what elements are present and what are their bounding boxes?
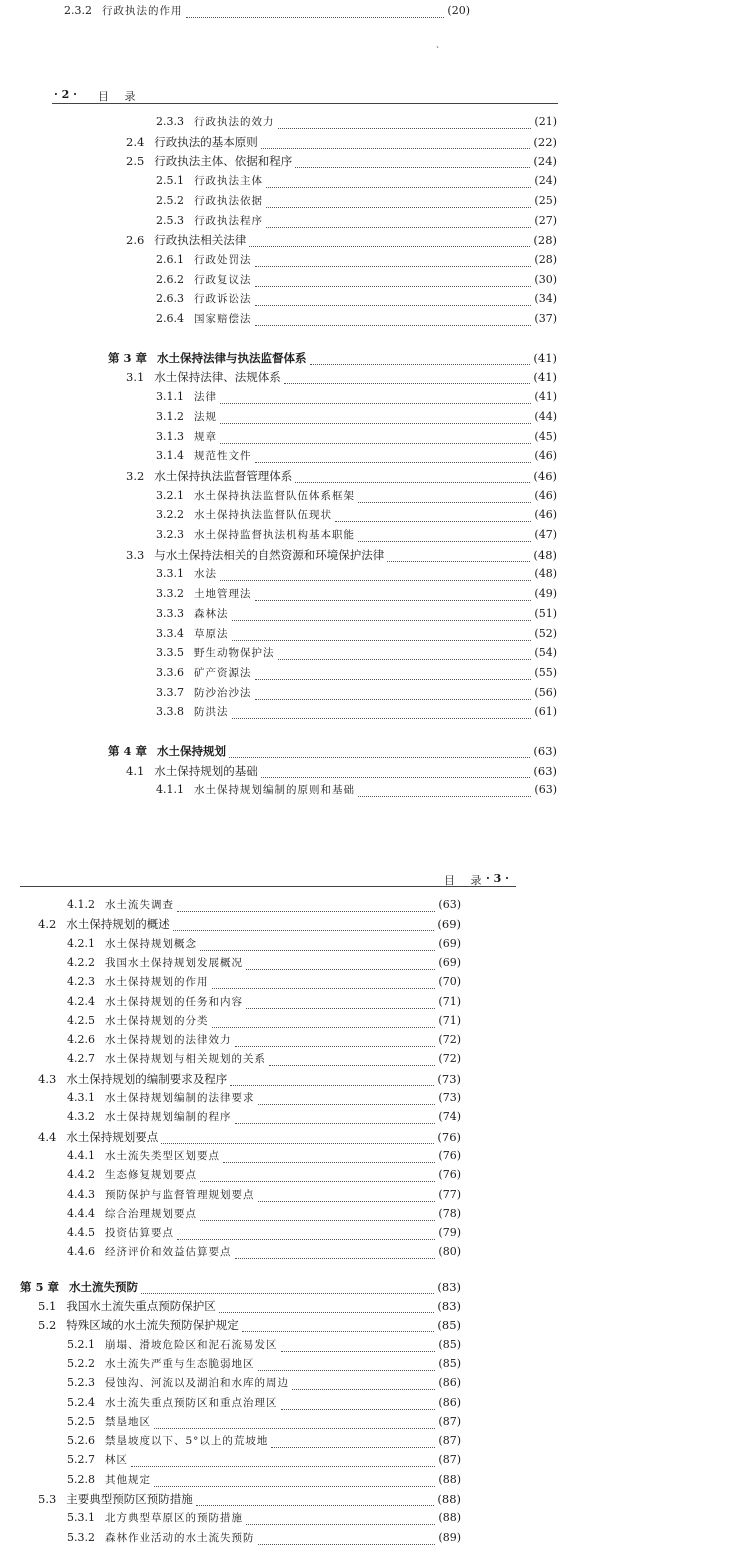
entry-title: 水土保持法律、法规体系 <box>154 370 281 385</box>
entry-page: (28) <box>533 233 557 248</box>
toc-entry <box>67 1376 461 1390</box>
dot-leader <box>154 1477 435 1487</box>
entry-number: 3.1.4 <box>156 449 184 463</box>
page-number-label: · 3 · <box>486 872 509 885</box>
entry-page: (80) <box>438 1245 461 1259</box>
entry-title: 崩塌、滑坡危险区和泥石流易发区 <box>105 1338 278 1351</box>
toc-entry <box>67 1091 461 1105</box>
entry-page: (56) <box>534 685 557 699</box>
dot-leader <box>177 902 435 912</box>
dot-leader <box>246 999 435 1009</box>
toc-entry <box>67 1396 461 1410</box>
toc-entry <box>38 1299 461 1313</box>
entry-page: (24) <box>533 154 557 169</box>
entry-page: (85) <box>438 1337 461 1351</box>
toc-entry <box>38 1318 461 1332</box>
entry-number: 5.2.2 <box>67 1356 95 1370</box>
dot-leader <box>223 1153 435 1163</box>
entry-title: 预防保护与监督管理规划要点 <box>105 1188 255 1201</box>
toc-entry <box>67 1511 461 1525</box>
entry-title: 行政执法主体、依据和程序 <box>154 154 293 169</box>
dot-leader <box>292 1380 435 1390</box>
dot-leader <box>131 1457 435 1467</box>
dot-leader <box>161 1134 434 1144</box>
entry-title: 规范性文件 <box>194 450 252 463</box>
entry-page: (48) <box>534 567 557 581</box>
toc-entry <box>67 1531 461 1545</box>
toc-entry <box>67 1338 461 1352</box>
entry-page: (89) <box>438 1530 461 1544</box>
entry-number: 5.2.3 <box>67 1376 95 1390</box>
toc-entry <box>67 1473 461 1487</box>
toc-entry <box>38 1492 461 1506</box>
entry-number: 3.3.7 <box>156 685 184 699</box>
entry-page: (63) <box>438 898 461 911</box>
toc-entry <box>67 1226 461 1240</box>
entry-page: (44) <box>534 409 557 423</box>
toc-entry <box>67 1052 461 1066</box>
entry-page: (87) <box>438 1414 461 1428</box>
entry-number: 3.3.5 <box>156 646 184 660</box>
entry-number: 4.1.1 <box>156 783 184 797</box>
header-title: 目 录 <box>444 874 488 887</box>
entry-page: (45) <box>534 429 557 443</box>
entry-page: (72) <box>438 1033 461 1047</box>
toc-entry <box>67 1168 461 1182</box>
toc-entry <box>67 1188 461 1202</box>
entry-title: 侵蚀沟、河流以及湖泊和水库的周边 <box>105 1377 289 1390</box>
entry-page: (76) <box>438 1148 461 1162</box>
entry-number: 2.3.3 <box>156 115 184 128</box>
entry-number: 2.5 <box>126 154 145 169</box>
toc-entry <box>67 1453 461 1467</box>
dot-leader <box>200 941 435 951</box>
entry-title: 水土保持规划的分类 <box>105 1014 209 1027</box>
entry-page: (78) <box>438 1206 461 1220</box>
dot-leader <box>196 1496 435 1506</box>
entry-number: 4.4.3 <box>67 1187 95 1201</box>
entry-title: 行政处罚法 <box>194 253 252 266</box>
entry-title: 水土保持执法监督队伍体系框架 <box>194 489 355 502</box>
dot-leader <box>219 1303 435 1313</box>
entry-title: 水土流失重点预防区和重点治理区 <box>105 1396 278 1409</box>
entry-number: 3.3.6 <box>156 665 184 679</box>
entry-title: 水法 <box>194 568 217 581</box>
entry-number: 4.1 <box>126 763 145 778</box>
entry-number: 4.4.5 <box>67 1226 95 1240</box>
dot-leader <box>242 1322 435 1332</box>
entry-page: (87) <box>438 1453 461 1467</box>
entry-page: (76) <box>438 1168 461 1182</box>
entry-number: 4.4.1 <box>67 1148 95 1162</box>
entry-number: 2.6 <box>126 233 145 248</box>
dot-leader <box>269 1056 435 1066</box>
entry-page: (71) <box>438 1013 461 1027</box>
entry-number: 4.1.2 <box>67 898 95 911</box>
entry-page: (73) <box>438 1091 461 1104</box>
entry-title: 水土保持规划与相关规划的关系 <box>105 1053 266 1066</box>
entry-title: 水土保持规划要点 <box>66 1129 159 1144</box>
entry-page: (77) <box>438 1187 461 1201</box>
entry-title: 森林作业活动的水土流失预防 <box>105 1531 255 1544</box>
entry-number: 4.2.4 <box>67 994 95 1008</box>
entry-page: (28) <box>534 252 557 266</box>
entry-number: 4.2.2 <box>67 955 95 969</box>
entry-number: 第 5 章 <box>20 1279 60 1294</box>
entry-page: (69) <box>438 936 461 950</box>
entry-page: (46) <box>534 508 557 522</box>
entry-page: (88) <box>438 1511 461 1525</box>
dot-leader <box>200 1211 435 1221</box>
entry-title: 矿产资源法 <box>194 666 252 679</box>
dot-leader <box>212 1018 436 1028</box>
entry-number: 5.2.1 <box>67 1337 95 1351</box>
toc-entry <box>67 1245 461 1259</box>
header-title: 目 录 <box>98 90 142 103</box>
entry-number: 4.2 <box>38 917 57 932</box>
entry-page: (61) <box>534 705 557 719</box>
entry-title: 特殊区域的水土流失预防保护规定 <box>66 1318 239 1333</box>
entry-title: 行政执法的作用 <box>102 5 183 17</box>
toc-entry <box>67 1110 461 1124</box>
entry-page: (30) <box>534 272 557 286</box>
entry-number: 3.2.3 <box>156 528 184 541</box>
entry-page: (69) <box>437 917 461 932</box>
entry-number: 第 3 章 <box>108 350 148 365</box>
entry-title: 法律 <box>194 391 217 404</box>
toc-entry <box>67 1415 461 1429</box>
entry-number: 5.3 <box>38 1492 57 1506</box>
entry-number: 4.2.6 <box>67 1033 95 1047</box>
dot-leader <box>141 1284 434 1294</box>
entry-page: (83) <box>437 1279 461 1294</box>
entry-page: (47) <box>534 528 557 541</box>
entry-number: 2.5.1 <box>156 174 184 188</box>
entry-title: 行政执法主体 <box>194 175 263 188</box>
dot-leader <box>258 1535 436 1545</box>
entry-number: 4.4.4 <box>67 1206 95 1220</box>
entry-number: 5.2 <box>38 1318 57 1333</box>
entry-title: 防沙治沙法 <box>194 686 252 699</box>
entry-page: (52) <box>534 626 557 640</box>
entry-number: 4.4.2 <box>67 1168 95 1182</box>
toc-entry <box>67 1149 461 1163</box>
entry-page: (41) <box>533 350 557 365</box>
entry-number: 3.1.2 <box>156 409 184 423</box>
entry-title: 水土保持规划的任务和内容 <box>105 995 243 1008</box>
entry-title: 水土保持规划的法律效力 <box>105 1034 232 1047</box>
entry-number: 3.1.1 <box>156 390 184 404</box>
entry-number: 2.6.4 <box>156 312 184 325</box>
entry-number: 4.3 <box>38 1071 57 1086</box>
entry-title: 经济评价和效益估算要点 <box>105 1246 232 1259</box>
scan-speck: ˏ <box>436 39 439 49</box>
dot-leader <box>258 1192 436 1202</box>
entry-number: 第 4 章 <box>108 744 148 758</box>
entry-title: 防洪法 <box>194 706 229 719</box>
entry-number: 3.3.1 <box>156 567 184 581</box>
entry-title: 森林法 <box>194 607 229 620</box>
entry-page: (41) <box>533 370 557 385</box>
entry-page: (54) <box>534 646 557 660</box>
toc-entry <box>67 956 461 970</box>
entry-number: 2.3.2 <box>64 4 92 17</box>
entry-page: (46) <box>533 468 557 483</box>
entry-title: 水土保持执法监督队伍现状 <box>194 509 332 522</box>
entry-page: (86) <box>438 1376 461 1390</box>
dot-leader <box>235 1037 436 1047</box>
toc-entry <box>67 1434 461 1448</box>
toc-entry <box>67 1033 461 1047</box>
entry-number: 3.2 <box>126 468 145 483</box>
entry-title: 水土保持法律与执法监督体系 <box>157 350 307 365</box>
entry-title: 水土流失严重与生态脆弱地区 <box>105 1357 255 1370</box>
entry-title: 北方典型草原区的预防措施 <box>105 1512 243 1525</box>
entry-title: 行政执法程序 <box>194 214 263 227</box>
entry-page: (79) <box>438 1226 461 1240</box>
dot-leader <box>173 921 435 931</box>
entry-title: 水土保持执法监督管理体系 <box>154 468 293 483</box>
dot-leader <box>246 960 435 970</box>
toc-entry <box>38 917 461 931</box>
entry-title: 禁垦坡度以下、5°以上的荒坡地 <box>105 1435 269 1448</box>
entry-number: 3.3.2 <box>156 587 184 601</box>
entry-number: 2.6.3 <box>156 292 184 306</box>
entry-number: 2.6.2 <box>156 272 184 286</box>
entry-title: 行政执法依据 <box>194 194 263 207</box>
entry-page: (41) <box>534 390 557 404</box>
entry-title: 行政执法的效力 <box>194 116 275 128</box>
entry-page: (87) <box>438 1434 461 1448</box>
entry-page: (85) <box>438 1356 461 1370</box>
entry-page: (76) <box>437 1129 461 1144</box>
entry-number: 3.1.3 <box>156 429 184 443</box>
entry-title: 土地管理法 <box>194 588 252 601</box>
dot-leader <box>230 1076 434 1086</box>
entry-title: 水土保持规划概念 <box>105 937 197 950</box>
entry-number: 4.2.5 <box>67 1013 95 1027</box>
entry-title: 水土保持规划 <box>157 744 227 758</box>
entry-number: 3.3.3 <box>156 606 184 620</box>
entry-number: 2.5.2 <box>156 193 184 207</box>
entry-number: 3.2.2 <box>156 508 184 522</box>
entry-title: 水土流失调查 <box>105 899 174 911</box>
entry-page: (63) <box>533 763 557 778</box>
dot-leader <box>235 1249 436 1259</box>
entry-title: 水土保持规划的基础 <box>154 763 258 778</box>
entry-title: 林区 <box>105 1454 128 1467</box>
entry-page: (27) <box>534 213 557 227</box>
dot-leader <box>246 1515 435 1525</box>
entry-title: 水土保持规划编制的法律要求 <box>105 1092 255 1104</box>
entry-title: 行政复议法 <box>194 273 252 286</box>
entry-page: (63) <box>533 744 557 758</box>
entry-title: 行政执法的基本原则 <box>154 134 258 149</box>
toc-entry <box>67 1357 461 1371</box>
toc-entry <box>67 898 461 912</box>
toc-entry <box>20 1280 461 1294</box>
entry-page: (22) <box>533 134 557 149</box>
entry-number: 2.5.3 <box>156 213 184 227</box>
entry-title: 投资估算要点 <box>105 1227 174 1240</box>
entry-page: (69) <box>438 955 461 969</box>
entry-title: 水土保持规划编制的原则和基础 <box>194 784 355 797</box>
dot-leader <box>212 979 436 989</box>
entry-number: 4.3.1 <box>67 1091 95 1104</box>
entry-title: 草原法 <box>194 627 229 640</box>
entry-title: 水土保持规划的概述 <box>66 917 170 932</box>
entry-page: (73) <box>437 1071 461 1086</box>
entry-number: 5.2.7 <box>67 1453 95 1467</box>
entry-number: 4.2.1 <box>67 936 95 950</box>
toc-entry <box>67 1207 461 1221</box>
entry-page: (88) <box>438 1472 461 1486</box>
entry-page: (34) <box>534 292 557 306</box>
entry-page: (70) <box>438 975 461 989</box>
toc-entry <box>67 1014 461 1028</box>
entry-title: 与水土保持法相关的自然资源和环境保护法律 <box>154 547 385 562</box>
entry-title: 水土流失预防 <box>69 1279 139 1294</box>
entry-title: 野生动物保护法 <box>194 647 275 660</box>
entry-number: 2.6.1 <box>156 252 184 266</box>
entry-number: 2.4 <box>126 134 145 149</box>
toc-entry <box>38 1072 461 1086</box>
entry-title: 其他规定 <box>105 1473 151 1486</box>
entry-number: 5.2.8 <box>67 1472 95 1486</box>
entry-title: 水土保持规划编制的程序 <box>105 1111 232 1124</box>
entry-title: 水土保持规划的作用 <box>105 976 209 989</box>
entry-title: 行政执法相关法律 <box>154 233 247 248</box>
entry-number: 3.3.4 <box>156 626 184 640</box>
entry-number: 4.4 <box>38 1129 57 1144</box>
toc-entry <box>67 937 461 951</box>
dot-leader <box>200 1172 435 1182</box>
toc-entry <box>38 1130 461 1144</box>
entry-title: 水土流失类型区划要点 <box>105 1149 220 1162</box>
entry-page: (46) <box>534 449 557 463</box>
entry-page: (74) <box>438 1110 461 1124</box>
entry-page: (37) <box>534 312 557 325</box>
entry-page: (49) <box>534 587 557 601</box>
entry-number: 4.4.6 <box>67 1245 95 1259</box>
entry-number: 3.3.8 <box>156 705 184 719</box>
toc-entry <box>67 975 461 989</box>
dot-leader <box>281 1400 436 1410</box>
entry-page: (48) <box>533 547 557 562</box>
entry-title: 国家赔偿法 <box>194 313 252 325</box>
entry-number: 4.3.2 <box>67 1110 95 1124</box>
entry-page: (72) <box>438 1052 461 1066</box>
entry-number: 5.3.1 <box>67 1511 95 1525</box>
entry-page: (63) <box>534 783 557 797</box>
entry-page: (51) <box>534 606 557 620</box>
entry-page: (71) <box>438 994 461 1008</box>
entry-page: (83) <box>437 1299 461 1313</box>
dot-leader <box>177 1230 435 1240</box>
entry-title: 水土保持监督执法机构基本职能 <box>194 529 355 541</box>
entry-page: (46) <box>534 488 557 502</box>
entry-page: (25) <box>534 193 557 207</box>
entry-title: 生态修复规划要点 <box>105 1169 197 1182</box>
entry-title: 我国水土流失重点预防保护区 <box>66 1299 216 1313</box>
dot-leader <box>235 1114 436 1124</box>
dot-leader <box>271 1438 435 1448</box>
entry-number: 5.2.4 <box>67 1395 95 1409</box>
dot-leader <box>258 1095 436 1105</box>
entry-title: 禁垦地区 <box>105 1415 151 1428</box>
entry-number: 4.2.3 <box>67 975 95 989</box>
entry-page: (86) <box>438 1395 461 1409</box>
entry-title: 水土保持规划的编制要求及程序 <box>66 1071 228 1086</box>
entry-number: 5.2.6 <box>67 1434 95 1448</box>
entry-page: (20) <box>447 4 470 17</box>
entry-number: 3.1 <box>126 370 145 385</box>
page-number-label: · 2 · <box>54 88 77 101</box>
entry-number: 5.3.2 <box>67 1530 95 1544</box>
entry-number: 3.3 <box>126 547 145 562</box>
entry-title: 我国水土保持规划发展概况 <box>105 956 243 969</box>
entry-number: 3.2.1 <box>156 488 184 502</box>
entry-number: 5.1 <box>38 1299 57 1313</box>
entry-page: (88) <box>437 1492 461 1506</box>
entry-page: (21) <box>534 115 557 128</box>
entry-number: 5.2.5 <box>67 1414 95 1428</box>
entry-title: 规章 <box>194 430 217 443</box>
entry-title: 综合治理规划要点 <box>105 1207 197 1220</box>
entry-title: 主要典型预防区预防措施 <box>66 1492 193 1506</box>
entry-page: (85) <box>437 1318 461 1333</box>
entry-title: 法规 <box>194 410 217 423</box>
dot-leader <box>154 1419 435 1429</box>
entry-page: (55) <box>534 665 557 679</box>
dot-leader <box>281 1342 436 1352</box>
toc-entry <box>67 995 461 1009</box>
entry-page: (24) <box>534 174 557 188</box>
dot-leader <box>258 1361 436 1371</box>
entry-title: 行政诉讼法 <box>194 293 252 306</box>
entry-number: 4.2.7 <box>67 1052 95 1066</box>
